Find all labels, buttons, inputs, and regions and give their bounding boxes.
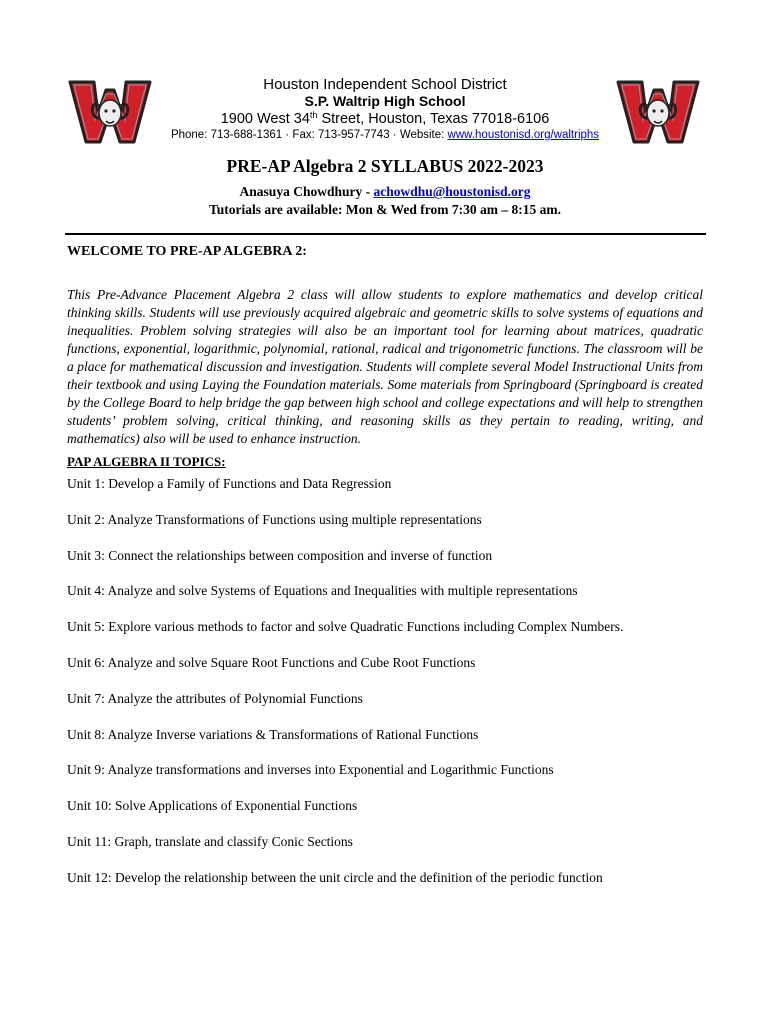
tutorial-schedule: Tutorials are available: Mon & Wed from 7:30 am – 8:15 am. <box>209 202 561 217</box>
waltrip-ram-logo-icon <box>616 80 700 144</box>
unit-item: Unit 7: Analyze the attributes of Polynomial Functions <box>67 690 363 706</box>
school-address <box>150 110 620 128</box>
unit-item: Unit 9: Analyze transformations and inverses into Exponential and Logarithmic Functions <box>67 762 554 778</box>
unit-item: Unit 10: Solve Applications of Exponential Functions <box>67 798 358 814</box>
syllabus-body <box>67 243 703 905</box>
page-title: PRE-AP Algebra 2 SYLLABUS 2022-2023 <box>226 156 544 176</box>
unit-item: Unit 6: Analyze and solve Square Root Functions and Cube Root Functions <box>67 654 476 670</box>
unit-item: Unit 2: Analyze Transformations of Functions using multiple representations <box>67 511 482 527</box>
phone-fax-text: Phone: 713-688-1361 · Fax: 713-957-7743 · Website: <box>170 129 448 141</box>
teacher-contact <box>0 183 770 201</box>
section-divider <box>65 233 706 235</box>
unit-item: Unit 4: Analyze and solve Systems of Equations and Inequalities with multiple representations <box>67 583 578 599</box>
unit-item: Unit 5: Explore various methods to factor and solve Quadratic Functions including Complex Numbers. <box>67 619 624 635</box>
welcome-heading: WELCOME TO PRE-AP ALGEBRA 2: <box>67 244 307 259</box>
letterhead <box>0 70 770 150</box>
address-ordinal: th <box>309 110 318 120</box>
unit-item: Unit 8: Analyze Inverse variations & Transformations of Rational Functions <box>67 726 479 742</box>
waltrip-ram-logo-icon <box>68 80 152 144</box>
unit-item: Unit 12: Develop the relationship between the unit circle and the definition of the periodic function <box>67 869 603 885</box>
topics-heading: PAP ALGEBRA II TOPICS: <box>67 454 226 469</box>
district-name: Houston Independent School District <box>263 76 507 93</box>
unit-item: Unit 11: Graph, translate and classify Conic Sections <box>67 833 353 849</box>
website-link[interactable]: www.houstonisd.org/waltriphs <box>447 129 600 141</box>
school-contact <box>150 128 620 142</box>
teacher-name: Anasuya Chowdhury - <box>239 184 374 199</box>
unit-list <box>67 475 703 887</box>
address-part: 1900 West 34 <box>220 111 310 127</box>
address-part: Street, Houston, Texas 77018-6106 <box>317 111 550 127</box>
unit-item: Unit 3: Connect the relationships between composition and inverse of function <box>67 547 493 563</box>
unit-item: Unit 1: Develop a Family of Functions and Data Regression <box>67 476 392 491</box>
school-name: S.P. Waltrip High School <box>304 93 466 109</box>
syllabus-title-block <box>0 154 770 219</box>
intro-paragraph: This Pre-Advance Placement Algebra 2 class will allow students to explore mathematics and develop critical thinking skills. Students will use previously acquired algebraic and geometric skills to solve systems of equations and inequalities. Problem solving strategies will also be an important tool for learning about matrices, quadratic functions, exponential, logarithmic, polynomial, rational, radical and trigonometric functions. The classroom will be a place for mathematical discussion and investigation. Students will complete several Model Instructional Units from their textbook and using Laying the Foundation materials. Some materials from Springboard (Springboard is created by the College Board to help bridge the gap between high school and college expectations and will help to strengthen students’ problem solving, critical thinking, and reasoning skills as they pertain to reading, writing, and mathematics) also will be used to enhance instruction. <box>67 287 703 446</box>
teacher-email-link[interactable]: achowdhu@houstonisd.org <box>373 184 531 199</box>
school-info <box>150 76 620 142</box>
